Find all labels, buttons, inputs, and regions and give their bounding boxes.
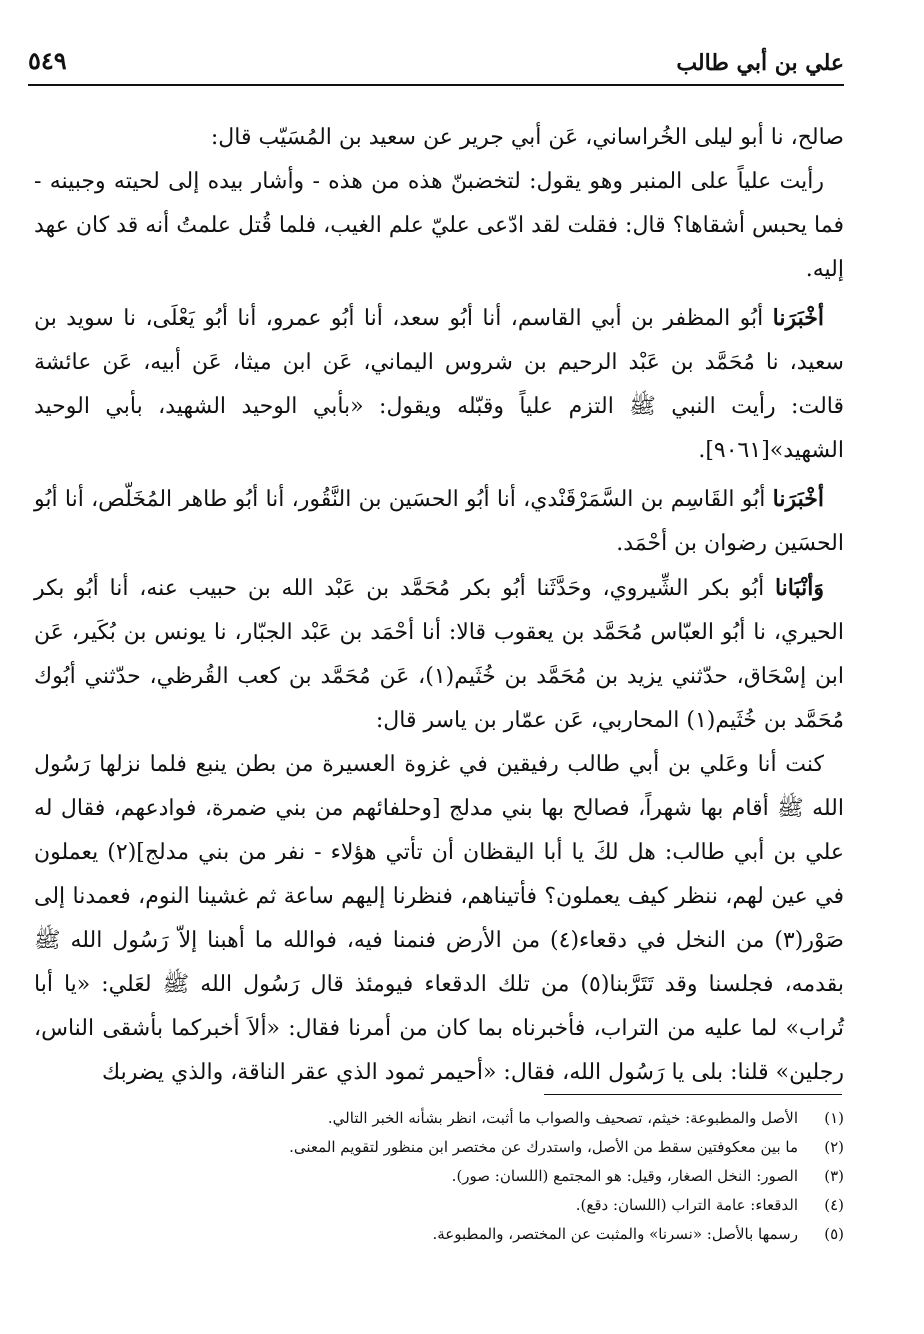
- paragraph: [34, 116, 844, 160]
- footnote-text: رسمها بالأصل: «نسرنا» والمثبت عن المختصر، والمطبوعة.: [432, 1225, 798, 1243]
- chapter-title: علي بن أبي طالب: [676, 50, 844, 76]
- paragraph: [34, 566, 844, 743]
- paragraph: [34, 477, 844, 566]
- paragraph-text: أبُو بكر الشِّيروي، وحَدَّثَنا أبُو بكر مُحَمَّد بن عَبْد الله بن حبيب عنه، أنا أبُو بكر الحيري، نا أبُو العبّاس مُحَمَّد بن يعقوب قالا: أنا أحْمَد بن عَبْد الجبّار، نا يونس بن بُكَير، عَن ابن إسْحَاق، حدّثني يزيد بن مُحَمَّد بن خُثَيم(١)، عَن مُحَمَّد بن كعب القُرظي، حدّثني أبُوك مُحَمَّد بن خُثَيم(١) المحاربي، عَن عمّار بن ياسر قال:: [34, 576, 844, 733]
- footnote-text: الصور: النخل الصغار، وقيل: هو المجتمع (اللسان: صور).: [451, 1167, 798, 1185]
- narration-lead: أخْبَرَنا: [772, 305, 824, 331]
- footnote: [60, 1104, 844, 1133]
- footnote-number: (٥): [824, 1225, 844, 1243]
- footnote: [60, 1220, 844, 1249]
- footnote-separator: [544, 1094, 842, 1095]
- footnote-text: الدقعاء: عامة التراب (اللسان: دقع).: [575, 1196, 798, 1214]
- running-header: [28, 40, 844, 86]
- paragraph: [34, 296, 844, 473]
- paragraph-text: رأيت علياً على المنبر وهو يقول: لتخضبنّ هذه من هذه - وأشار بيده إلى لحيته وجبينه - فما يحبس أشقاها؟ قال: فقلت لقد ادّعى عليّ علم الغيب، فلما قُتل علمتُ أنه قد كان عهد إليه.: [34, 169, 844, 282]
- main-text: [34, 116, 844, 1095]
- footnote: [60, 1162, 844, 1191]
- narration-lead: أخْبَرَنا: [772, 486, 824, 512]
- footnote-text: ما بين معكوفتين سقط من الأصل، واستدرك عن مختصر ابن منظور لتقويم المعنى.: [289, 1138, 798, 1156]
- page-number: ٥٤٩: [28, 46, 67, 75]
- paragraph-text: أبُو القَاسِم بن السَّمَرْقَنْدي، أنا أبُو الحسَين بن النَّقُور، أنا أبُو طاهر المُخَلّص، أنا أبُو الحسَين رضوان بن أحْمَد.: [34, 487, 844, 556]
- footnote: [60, 1133, 844, 1162]
- paragraph-text: أبُو المظفر بن أبي القاسم، أنا أبُو سعد، أنا أبُو عمرو، أنا أبُو يَعْلَى، نا سويد بن سعيد، نا مُحَمَّد بن عَبْد الرحيم بن شروس اليماني، عَن ابن ميثا، عَن أبيه، عَن عائشة قالت: رأيت النبي ﷺ التزم علياً وقبّله ويقول: «بأبي الوحيد الشهيد، بأبي الوحيد الشهيد»[٩٠٦١].: [34, 306, 844, 463]
- footnote: [60, 1191, 844, 1220]
- paragraph: [34, 743, 844, 1095]
- footnote-number: (٤): [824, 1196, 844, 1214]
- narration-lead: وَأنْبَانا: [774, 575, 824, 601]
- footnote-number: (٣): [824, 1167, 844, 1185]
- footnotes: [60, 1104, 844, 1249]
- footnote-text: الأصل والمطبوعة: خيثم، تصحيف والصواب ما أثبت، انظر بشأنه الخبر التالي.: [327, 1109, 798, 1127]
- paragraph-text: صالح، نا أبو ليلى الخُراساني، عَن أبي جرير عن سعيد بن المُسَيّب قال:: [210, 125, 844, 150]
- footnote-number: (٢): [824, 1138, 844, 1156]
- footnote-number: (١): [824, 1109, 844, 1127]
- paragraph-text: كنت أنا وعَلي بن أبي طالب رفيقين في غزوة العسيرة من بطن ينبع فلما نزلها رَسُول الله ﷺ أقام بها شهراً، فصالح بها بني مدلج [وحلفائهم من بني ضمرة، فوادعهم، فقال له علي بن أبي طالب: هل لكَ يا أبا اليقظان أن تأتي هؤلاء - نفر من بني مدلج](٢) يعملون في عين لهم، ننظر كيف يعملون؟ فأتيناهم، فنظرنا إليهم ساعة ثم غشينا النوم، فعمدنا إلى صَوْر(٣) من النخل في دقعاء(٤) من الأرض فنمنا فيه، فوالله ما أهبنا إلاّ رَسُول الله ﷺ بقدمه، فجلسنا وقد تَتَرَّبنا(٥) من تلك الدقعاء فيومئذ قال رَسُول الله ﷺ لعَلي: «يا أبا تُراب» لما عليه من التراب، فأخبرناه بما كان من أمرنا فقال: «ألاَ أخبركما بأشقى الناس، رجلين» قلنا: بلى يا رَسُول الله، فقال: «أحيمر ثمود الذي عقر الناقة، والذي يضربك: [34, 752, 845, 1085]
- paragraph: [34, 160, 844, 292]
